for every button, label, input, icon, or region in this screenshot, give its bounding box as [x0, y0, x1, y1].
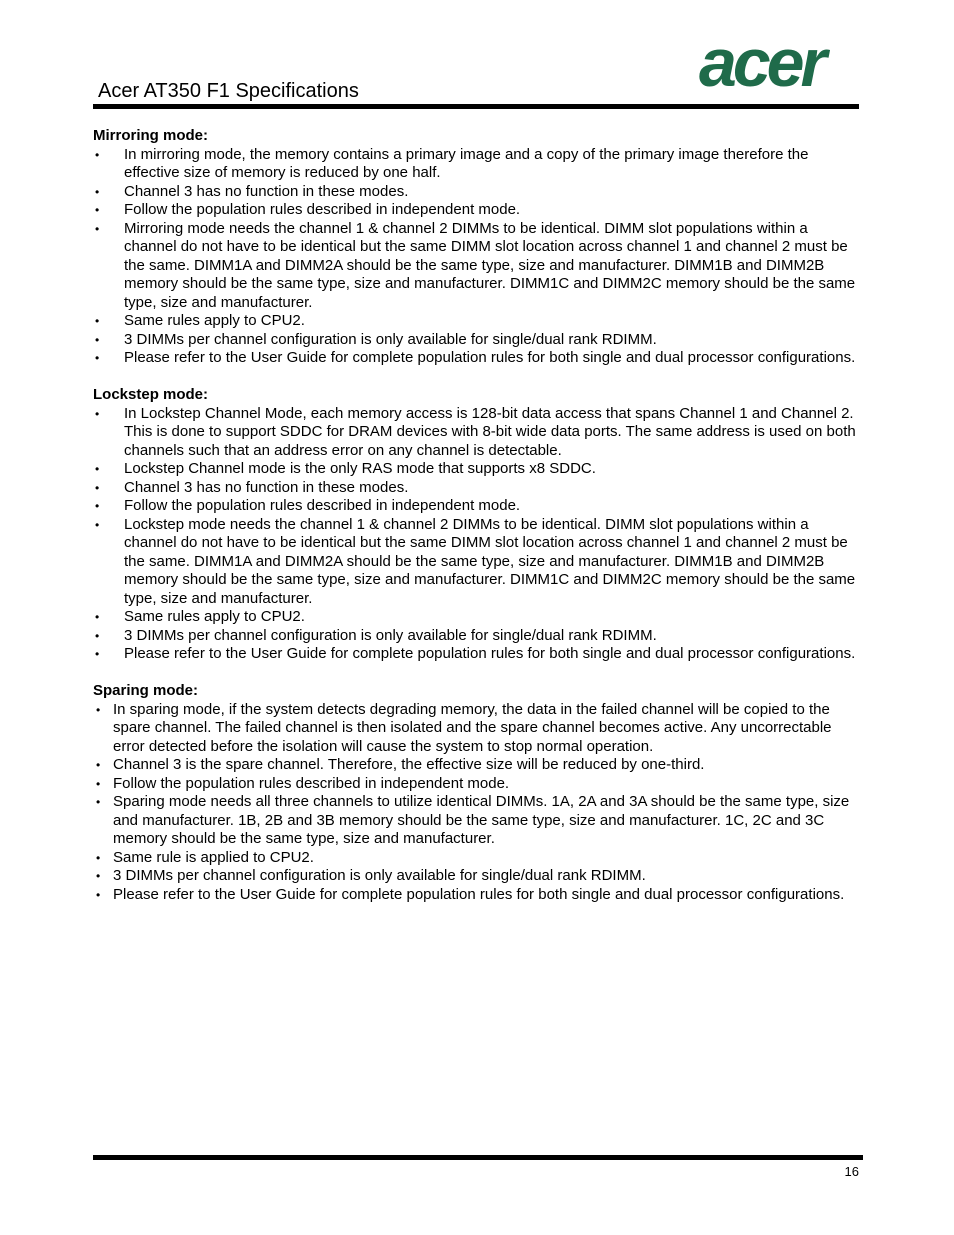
- section-heading: Mirroring mode:: [93, 127, 208, 144]
- page-title: Acer AT350 F1 Specifications: [98, 80, 359, 102]
- bullet-icon: •: [96, 850, 101, 865]
- bullet-icon: •: [95, 499, 100, 513]
- list-item: [93, 867, 863, 886]
- list-item-text: Mirroring mode needs the channel 1 & channel 2 DIMMs to be identical. DIMM slot populations within a channel do not have to be identical but the same DIMM slot location across channel 1 and channel 2 must be the same. DIMM1A and DIMM2A should be the same type, size and manufacturer. DIMM1B and DIMM2B memory should be the same type, size and manufacturer. DIMM1C and DIMM2C memory should be the same type, size and manufacturer.: [124, 219, 856, 311]
- bullet-icon: •: [95, 517, 100, 532]
- bullet-icon: •: [95, 480, 100, 495]
- bullet-icon: •: [95, 647, 100, 661]
- bullet-icon: •: [96, 776, 101, 791]
- bullet-icon: •: [96, 795, 101, 809]
- acer-logo: [668, 36, 854, 98]
- list-item: [93, 220, 863, 313]
- list-item: [93, 405, 863, 461]
- list-item-text: Channel 3 has no function in these modes.: [124, 182, 409, 200]
- list-item-text: Lockstep Channel mode is the only RAS mode that supports x8 SDDC.: [124, 460, 596, 477]
- list-item-text: Please refer to the User Guide for complete population rules for both single and dual processor configurations.: [113, 885, 845, 903]
- list-item-text: Follow the population rules described in independent mode.: [124, 201, 521, 218]
- list-item: [93, 775, 863, 794]
- section-sparing-mode: [93, 682, 863, 904]
- list-item-text: Please refer to the User Guide for complete population rules for both single and dual processor configurations.: [124, 349, 856, 366]
- list-item: [93, 886, 863, 905]
- list-item: [93, 479, 863, 498]
- document-body: [93, 127, 863, 904]
- list-item: [93, 201, 863, 220]
- list-item-text: Channel 3 is the spare channel. Therefore, the effective size will be reduced by one-third.: [113, 756, 705, 773]
- bullet-list: [93, 701, 863, 905]
- bullet-icon: •: [95, 203, 100, 217]
- bullet-icon: •: [95, 147, 100, 162]
- list-item-text: Sparing mode needs all three channels to utilize identical DIMMs. 1A, 2A and 3A should be the same type, size and manufacturer. 1B, 2B and 3B memory should be the same type, size and manufacturer. 1C, 2C and 3C memory should be the same type, size and manufacturer.: [113, 793, 850, 847]
- list-item-text: Same rule is applied to CPU2.: [113, 848, 314, 866]
- list-item-text: Please refer to the User Guide for complete population rules for both single and dual processor configurations.: [124, 645, 856, 662]
- list-item: [93, 701, 863, 757]
- list-item: [93, 645, 863, 664]
- footer-divider: [93, 1155, 863, 1160]
- bullet-icon: •: [95, 351, 100, 365]
- list-item: [93, 349, 863, 368]
- list-item: [93, 497, 863, 516]
- bullet-icon: •: [95, 221, 100, 236]
- list-item: [93, 627, 863, 646]
- bullet-icon: •: [96, 887, 101, 902]
- bullet-icon: •: [96, 758, 101, 772]
- page-number: 16: [844, 1164, 859, 1179]
- list-item-text: 3 DIMMs per channel configuration is only available for single/dual rank RDIMM.: [113, 867, 646, 884]
- list-item: [93, 516, 863, 609]
- list-item-text: 3 DIMMs per channel configuration is only available for single/dual rank RDIMM.: [124, 330, 657, 348]
- bullet-icon: •: [95, 332, 100, 347]
- bullet-icon: •: [96, 869, 101, 883]
- bullet-icon: •: [95, 184, 100, 199]
- bullet-icon: •: [95, 610, 100, 624]
- section-mirroring-mode: [93, 127, 863, 368]
- list-item-text: Same rules apply to CPU2.: [124, 608, 305, 625]
- bullet-icon: •: [95, 406, 100, 421]
- bullet-icon: •: [95, 628, 100, 643]
- list-item: [93, 756, 863, 775]
- list-item-text: In sparing mode, if the system detects degrading memory, the data in the failed channel will be copied to the spare channel. The failed channel is then isolated and the spare channel becomes active. Any uncorrectable error detected before the isolation will cause the system to stop normal operation.: [113, 700, 832, 755]
- list-item: [93, 183, 863, 202]
- section-heading: Lockstep mode:: [93, 386, 209, 403]
- list-item: [93, 793, 863, 849]
- list-item: [93, 849, 863, 868]
- list-item: [93, 608, 863, 627]
- bullet-list: [93, 405, 863, 664]
- acer-logo-graphic: [668, 36, 854, 98]
- list-item-text: Follow the population rules described in independent mode.: [124, 497, 521, 514]
- bullet-icon: •: [96, 702, 101, 717]
- list-item: [93, 331, 863, 350]
- section-heading: Sparing mode:: [93, 682, 199, 699]
- list-item-text: Channel 3 has no function in these modes.: [124, 478, 409, 496]
- section-lockstep-mode: [93, 386, 863, 664]
- list-item-text: In Lockstep Channel Mode, each memory access is 128-bit data access that spans Channel 1 and Channel 2. This is done to support SDDC for DRAM devices with 8-bit wide data ports. The same address is used on both channels such that an address error on any channel is detectable.: [124, 404, 856, 459]
- bullet-icon: •: [95, 462, 100, 476]
- list-item-text: 3 DIMMs per channel configuration is only available for single/dual rank RDIMM.: [124, 626, 657, 644]
- svg-text:acer: acer: [699, 36, 823, 98]
- list-item: [93, 460, 863, 479]
- list-item-text: Follow the population rules described in independent mode.: [113, 774, 510, 792]
- list-item-text: Lockstep mode needs the channel 1 & channel 2 DIMMs to be identical. DIMM slot populations within a channel do not have to be identical but the same DIMM slot location across channel 1 and channel 2 must be the same. DIMM1A and DIMM2A should be the same type, size and manufacturer. DIMM1B and DIMM2B memory should be the same type, size and manufacturer. DIMM1C and DIMM2C memory should be the same type, size and manufacturer.: [124, 515, 856, 607]
- bullet-icon: •: [95, 314, 100, 328]
- list-item-text: Same rules apply to CPU2.: [124, 312, 305, 329]
- list-item-text: In mirroring mode, the memory contains a primary image and a copy of the primary image therefore the effective size of memory is reduced by one half.: [124, 145, 809, 181]
- list-item: [93, 146, 863, 183]
- bullet-list: [93, 146, 863, 368]
- list-item: [93, 312, 863, 331]
- header-divider: [93, 104, 859, 109]
